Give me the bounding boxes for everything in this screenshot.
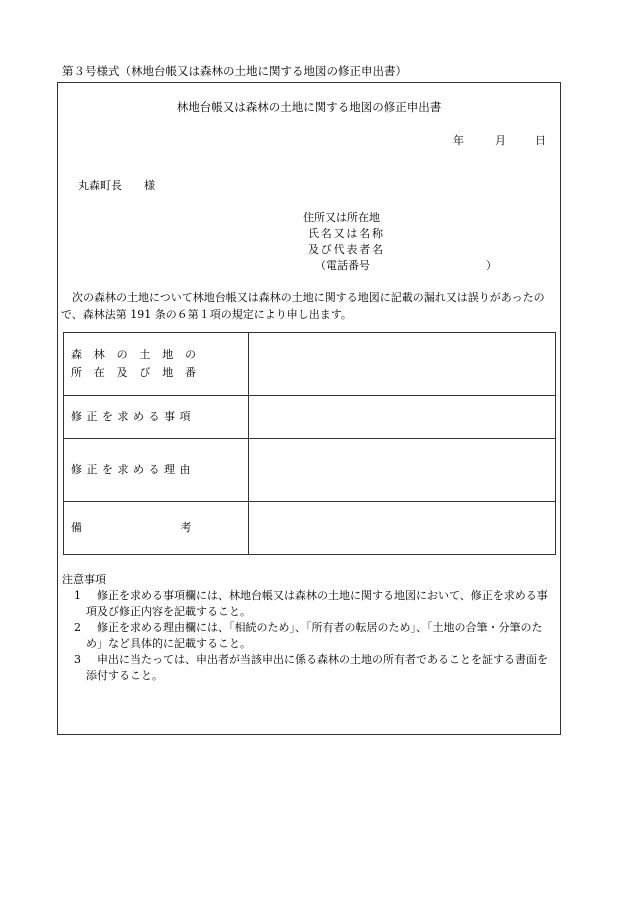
remarks-label-left: 備 — [71, 521, 87, 534]
label-line: 修正を求める理由 — [71, 463, 195, 476]
note-text: 修正を求める事項欄には、林地台帳又は森林の土地に関する地図において、修正を求める事項及び修正内容を記載すること。 — [86, 589, 548, 618]
note-item — [62, 588, 554, 620]
applicant-phone-close: ） — [486, 259, 497, 272]
applicant-address-label: 住所又は所在地 — [303, 211, 380, 224]
application-form — [57, 82, 561, 735]
note-text: 申出に当たっては、申出者が当該申出に係る森林の土地の所有者であることを証する書面を添付すること。 — [86, 653, 548, 682]
note-text: 修正を求める理由欄には、「相続のため」、「所有者の転居のため」、「土地の合筆・分筆のため」など具体的に記載すること。 — [86, 621, 543, 650]
table-row — [64, 396, 556, 439]
form-heading: 第３号様式（林地台帳又は森林の土地に関する地図の修正申出書） — [62, 64, 407, 78]
note-number: 1 — [74, 589, 81, 602]
remarks-label — [64, 502, 249, 555]
notes-heading: 注意事項 — [62, 573, 106, 586]
correction-table — [63, 332, 556, 555]
date-month-label: 月 — [495, 134, 506, 147]
note-number: 3 — [74, 653, 81, 666]
table-row — [64, 333, 556, 396]
label-line: 所在及び地番 — [71, 366, 196, 379]
label-line: 森林の土地の — [71, 348, 196, 361]
label-line: 修正を求める事項 — [71, 410, 195, 423]
forest-land-location-field[interactable] — [249, 333, 556, 396]
addressee: 丸森町長 様 — [78, 179, 155, 192]
correction-items-field[interactable] — [249, 396, 556, 439]
correction-items-label — [64, 396, 249, 439]
table-row — [64, 439, 556, 502]
correction-reason-label — [64, 439, 249, 502]
note-item — [62, 652, 554, 684]
date-year-label: 年 — [453, 134, 464, 147]
remarks-label-right: 考 — [180, 521, 196, 534]
applicant-phone-label: （電話番号 — [315, 259, 370, 272]
correction-reason-field[interactable] — [249, 439, 556, 502]
remarks-field[interactable] — [249, 502, 556, 555]
forest-land-location-label — [64, 333, 249, 396]
applicant-representative-label: 及び代表者名 — [308, 243, 385, 256]
note-item — [62, 620, 554, 652]
request-statement: 次の森林の土地について林地台帳又は森林の土地に関する地図に記載の漏れ又は誤りがあったので、森林法第 191 条の６第１項の規定により申し出ます。 — [61, 291, 545, 321]
note-number: 2 — [74, 621, 81, 634]
notes-section — [62, 572, 554, 684]
form-title: 林地台帳又は森林の土地に関する地図の修正申出書 — [176, 100, 442, 114]
date-day-label: 日 — [535, 134, 546, 147]
applicant-name-label: 氏名又は名称 — [308, 227, 385, 240]
table-row — [64, 502, 556, 555]
label-line — [71, 519, 248, 537]
